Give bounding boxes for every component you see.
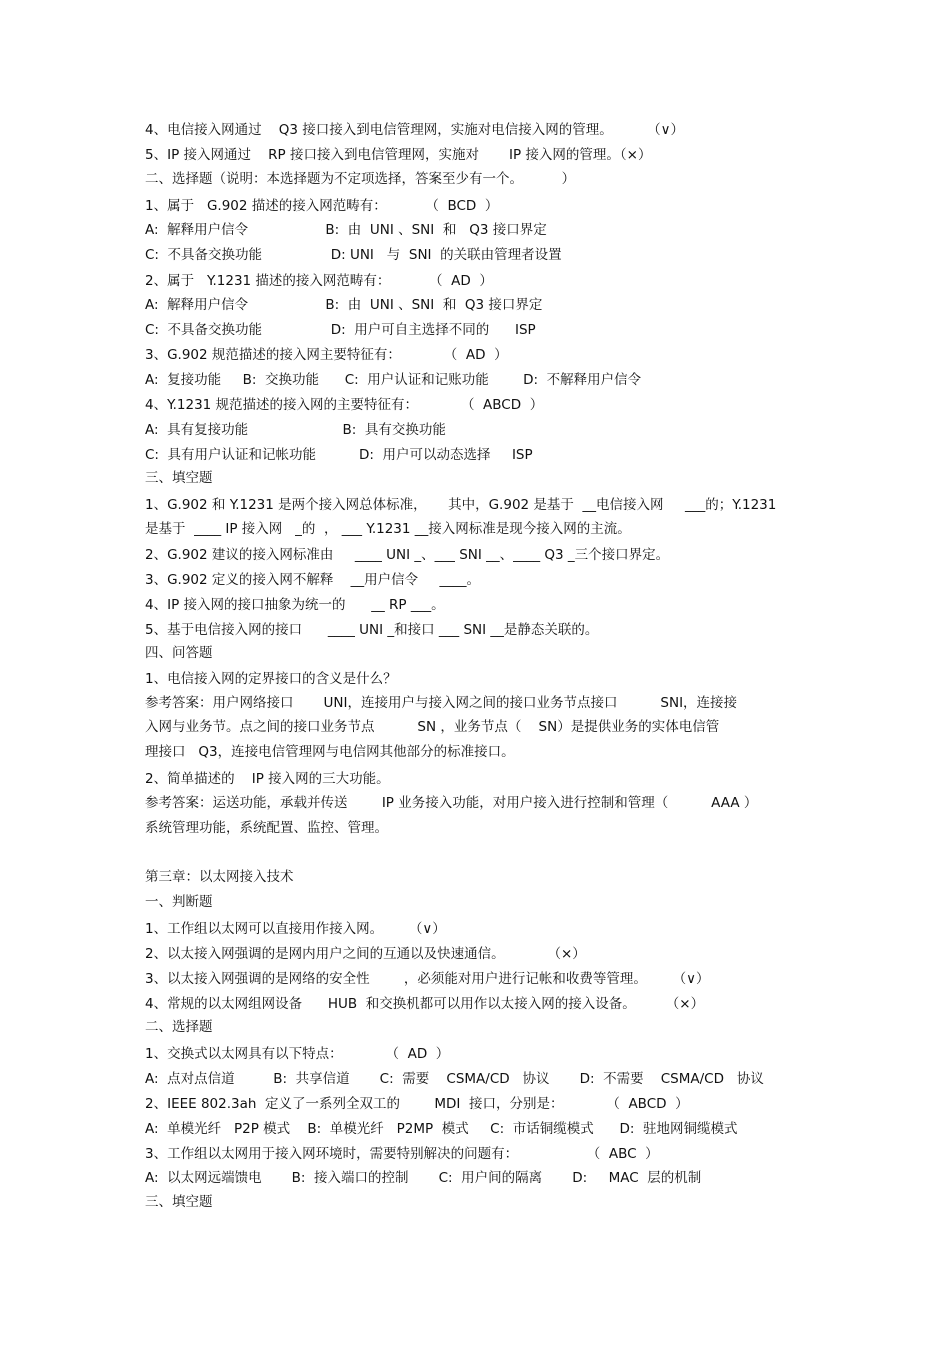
answer-line: 系统管理功能，系统配置、监控、管理。 xyxy=(145,820,388,836)
text-line: 1、工作组以太网可以直接用作接入网。 （∨） xyxy=(145,921,446,937)
text-line: 5、基于电信接入网的接口 ____ UNI _和接口 ___ SNI __是静态关联的。 xyxy=(145,622,599,638)
text-line: 2、以太接入网强调的是网内用户之间的互通以及快速通信。 （×） xyxy=(145,946,586,962)
option-line: A: 解释用户信令 B: 由 UNI 、SNI 和 Q3 接口界定 xyxy=(145,297,543,313)
section-heading: 三、填空题 xyxy=(145,1194,213,1210)
option-line: C: 具有用户认证和记帐功能 D: 用户可以动态选择 ISP xyxy=(145,447,533,463)
option-line: A: 单模光纤 P2P 模式 B: 单模光纤 P2MP 模式 C: 市话铜缆模式 D: 驻地网铜缆模式 xyxy=(145,1121,738,1137)
text-line: 4、电信接入网通过 Q3 接口接入到电信管理网，实施对电信接入网的管理。 （∨） xyxy=(145,122,684,138)
chapter-title: 第三章：以太网接入技术 xyxy=(145,869,294,885)
question-line: 3、工作组以太网用于接入网环境时，需要特别解决的问题有： （ ABC ） xyxy=(145,1146,659,1162)
option-line: A: 解释用户信令 B: 由 UNI 、SNI 和 Q3 接口界定 xyxy=(145,222,547,238)
question-line: 1、交换式以太网具有以下特点： （ AD ） xyxy=(145,1046,450,1062)
answer-line: 参考答案：用户网络接口 UNI，连接用户与接入网之间的接口业务节点接口 SNI，连接接 xyxy=(145,695,738,711)
question-line: 1、属于 G.902 描述的接入网范畴有： （ BCD ） xyxy=(145,198,499,214)
question-line: 3、G.902 规范描述的接入网主要特征有： （ AD ） xyxy=(145,347,508,363)
question-line: 2、属于 Y.1231 描述的接入网范畴有： （ AD ） xyxy=(145,273,493,289)
question-line: 1、电信接入网的定界接口的含义是什么？ xyxy=(145,671,397,687)
option-line: C: 不具备交换功能 D: 用户可自主选择不同的 ISP xyxy=(145,322,536,338)
option-line: C: 不具备交换功能 D: UNI 与 SNI 的关联由管理者设置 xyxy=(145,247,562,263)
text-line: 3、G.902 定义的接入网不解释 __用户信令 ____。 xyxy=(145,572,481,588)
answer-line: 入网与业务节。点之间的接口业务节点 SN ，业务节点（ SN）是提供业务的实体电信管 xyxy=(145,719,720,735)
question-line: 2、IEEE 802.3ah 定义了一系列全双工的 MDI 接口，分别是： （ ABCD ） xyxy=(145,1096,689,1112)
option-line: A: 具有复接功能 B: 具有交换功能 xyxy=(145,422,446,438)
text-line: 是基于 ____ IP 接入网 _的 ， ___ Y.1231 __接入网标准是现今接入网的主流。 xyxy=(145,521,631,537)
text-line: 5、IP 接入网通过 RP 接口接入到电信管理网，实施对 IP 接入网的管理。（×） xyxy=(145,147,652,163)
text-line: 3、以太接入网强调的是网络的安全性 ，必须能对用户进行记帐和收费等管理。 （∨） xyxy=(145,971,710,987)
section-heading: 四、问答题 xyxy=(145,645,213,661)
section-heading: 二、选择题 xyxy=(145,1019,213,1035)
option-line: A: 以太网远端馈电 B: 接入端口的控制 C: 用户间的隔离 D: MAC 层的机制 xyxy=(145,1170,702,1186)
question-line: 4、Y.1231 规范描述的接入网的主要特征有： （ ABCD ） xyxy=(145,397,544,413)
question-line: 2、简单描述的 IP 接入网的三大功能。 xyxy=(145,771,390,787)
text-line: 2、G.902 建议的接入网标准由 ____ UNI _、___ SNI __、____ Q3 _三个接口界定。 xyxy=(145,547,670,563)
text-line: 4、IP 接入网的接口抽象为统一的 __ RP ___。 xyxy=(145,597,445,613)
text-line: 4、常规的以太网组网设备 HUB 和交换机都可以用作以太接入网的接入设备。 （×） xyxy=(145,996,705,1012)
option-line: A: 复接功能 B: 交换功能 C: 用户认证和记账功能 D: 不解释用户信令 xyxy=(145,372,642,388)
section-heading: 二、选择题（说明：本选择题为不定项选择，答案至少有一个。 ） xyxy=(145,171,576,187)
option-line: A: 点对点信道 B: 共享信道 C: 需要 CSMA/CD 协议 D: 不需要 CSMA/CD 协议 xyxy=(145,1071,764,1087)
answer-line: 理接口 Q3，连接电信管理网与电信网其他部分的标准接口。 xyxy=(145,744,515,760)
answer-line: 参考答案：运送功能，承载并传送 IP 业务接入功能，对用户接入进行控制和管理（ AAA ） xyxy=(145,795,758,811)
text-line: 1、G.902 和 Y.1231 是两个接入网总体标准， 其中，G.902 是基于 __电信接入网 ___的；Y.1231 xyxy=(145,497,777,513)
section-heading: 三、填空题 xyxy=(145,470,213,486)
section-heading: 一、判断题 xyxy=(145,894,213,910)
